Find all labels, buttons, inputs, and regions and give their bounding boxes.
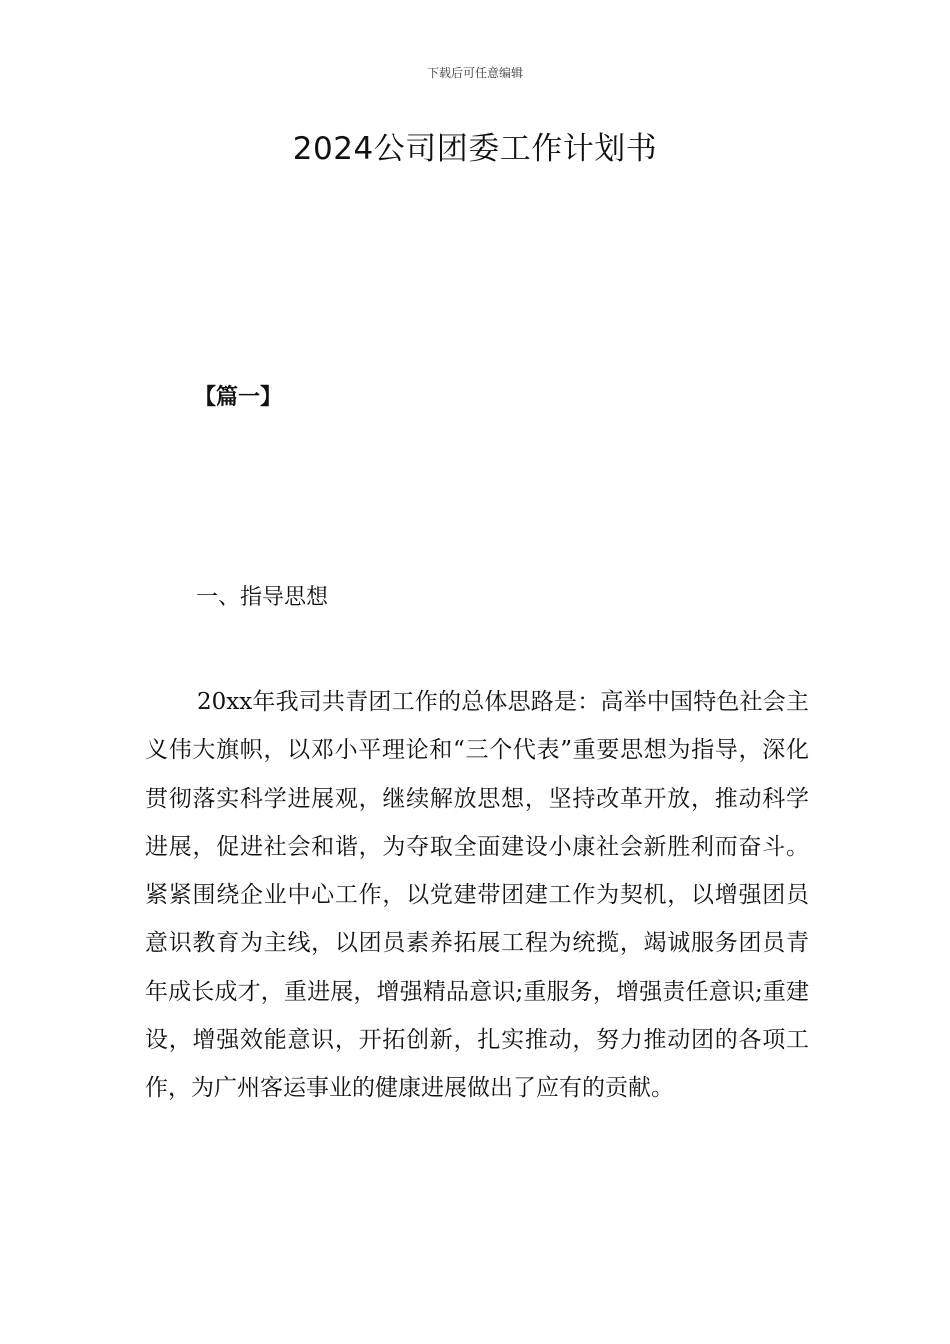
section-heading: 一、指导思想 [196,585,329,610]
document-title: 2024公司团委工作计划书 [292,131,658,167]
body-paragraph: 20xx年我司共青团工作的总体思路是：高举中国特色社会主义伟大旗帜，以邓小平理论和“三个代表”重要思想为指导，深化贯彻落实科学进展观，继续解放思想，坚持改革开放，推动科学进展，促进社会和谐，为夺取全面建设小康社会新胜利而奋斗。紧紧围绕企业中心工作，以党建带团建工作为契机，以增强团员意识教育为主线，以团员素养拓展工程为统揽，竭诚服务团员青年成长成才，重进展，增强精品意识;重服务，增强责任意识;重建设，增强效能意识，开拓创新，扎实推动，努力推动团的各项工作，为广州客运事业的健康进展做出了应有的贡献。 [145,689,809,1102]
page-header-note: 下载后可任意编辑 [426,66,523,80]
section-label: 【篇一】 [194,385,283,410]
